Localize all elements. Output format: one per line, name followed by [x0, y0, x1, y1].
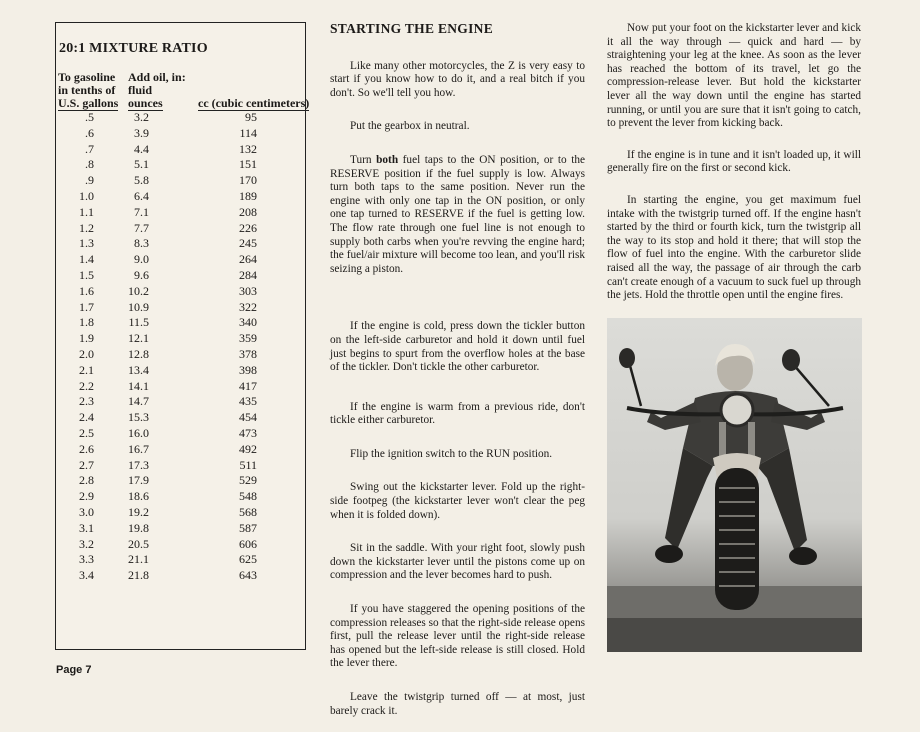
ounces-cell: 19.2	[128, 504, 149, 519]
cc-cell: 417	[239, 378, 257, 393]
gallons-cell: 1.1	[79, 204, 94, 219]
gallons-cell: 2.9	[79, 489, 94, 504]
table-row	[56, 379, 305, 395]
cc-cell: 340	[239, 315, 257, 330]
table-row	[56, 394, 305, 410]
gallons-cell: 2.4	[79, 410, 94, 425]
page-number: Page 7	[56, 664, 92, 676]
ounces-cell: 15.3	[128, 410, 149, 425]
cc-cell: 378	[239, 346, 257, 361]
ounces-cell: 10.2	[128, 283, 149, 298]
ounces-cell: 14.7	[128, 394, 149, 409]
ounces-cell: 11.5	[128, 315, 149, 330]
ounces-cell: 4.4	[134, 141, 149, 156]
table-row	[56, 268, 305, 284]
gallons-cell: 1.5	[79, 267, 94, 282]
cc-cell: 492	[239, 441, 257, 456]
table-row	[56, 221, 305, 237]
gallons-cell: 1.6	[79, 283, 94, 298]
ounces-cell: 9.0	[134, 252, 149, 267]
paragraph: Put the gearbox in neutral.	[350, 120, 470, 133]
table-row	[56, 410, 305, 426]
gallons-cell: 3.1	[79, 520, 94, 535]
table-row	[56, 189, 305, 205]
header-gasoline: To gasoline in tenths of U.S. gallons	[58, 70, 119, 110]
gallons-cell: 2.7	[79, 457, 94, 472]
table-row	[56, 521, 305, 537]
header-cc: cc (cubic centimeters)	[198, 96, 310, 110]
gallons-cell: .5	[85, 110, 94, 124]
cc-cell: 587	[239, 520, 257, 535]
table-row	[56, 489, 305, 505]
cc-cell: 435	[239, 394, 257, 409]
cc-cell: 264	[239, 252, 257, 267]
cc-cell: 226	[239, 220, 257, 235]
ounces-cell: 5.1	[134, 157, 149, 172]
table-row	[56, 363, 305, 379]
ounces-cell: 7.1	[134, 204, 149, 219]
gallons-cell: 1.2	[79, 220, 94, 235]
cc-cell: 208	[239, 204, 257, 219]
gallons-cell: 2.1	[79, 362, 94, 377]
right-column	[607, 22, 861, 317]
ounces-cell: 18.6	[128, 489, 149, 504]
mixture-rows	[56, 110, 305, 584]
table-row	[56, 331, 305, 347]
gallons-cell: .6	[85, 125, 94, 140]
cc-cell: 322	[239, 299, 257, 314]
paragraph: Like many other motorcycles, the Z is very easy to start if you know how to do it, and a real bitch if you don't. So we'll tell you how.	[330, 59, 585, 99]
table-row	[56, 252, 305, 268]
cc-cell: 511	[239, 457, 257, 472]
ounces-cell: 20.5	[128, 536, 149, 551]
gallons-cell: 1.8	[79, 315, 94, 330]
middle-column	[330, 22, 585, 732]
gallons-cell: 2.0	[79, 346, 94, 361]
ounces-cell: 17.3	[128, 457, 149, 472]
gallons-cell: 1.7	[79, 299, 94, 314]
table-row	[56, 552, 305, 568]
ounces-cell: 10.9	[128, 299, 149, 314]
table-row	[56, 426, 305, 442]
ounces-cell: 12.1	[128, 331, 149, 346]
gallons-cell: .9	[85, 173, 94, 188]
ounces-cell: 3.9	[134, 125, 149, 140]
ounces-cell: 8.3	[134, 236, 149, 251]
paragraph: Turn both fuel taps to the ON position, or to the RESERVE position if the fuel supply is low. Always turn both taps to the same position. Never run the engine with only one tap in the ON position, or only one tap turned to RESERVE if the fuel is getting low. The flow rate through one fuel line is not enough to supply both carbs when you're revving the engine hard; the fuel/air mixture will become too lean, and you'll risk seizing a piston.	[330, 153, 586, 275]
ounces-cell: 17.9	[128, 473, 149, 488]
gallons-cell: 1.4	[79, 252, 94, 267]
cc-cell: 170	[239, 173, 257, 188]
mixture-ratio-title: 20:1 MIXTURE RATIO	[59, 41, 208, 56]
paragraph: In starting the engine, you get maximum fuel intake with the twistgrip turned off. If the engine hasn't started by the third or fourth kick, turn the twistgrip all the way to its stop and hold it there; that will stop the flow of fuel into the engine. With the carburetor slide raised all the way, the passage of air through the carb can't create enough of a vacuum to suck fuel up through the jets. Hold the throttle open until the engine fires.	[607, 193, 861, 302]
cc-cell: 454	[239, 410, 257, 425]
gallons-cell: 1.3	[79, 236, 94, 251]
ounces-cell: 14.1	[128, 378, 149, 393]
gallons-cell: .7	[85, 141, 94, 156]
ounces-cell: 5.8	[134, 173, 149, 188]
table-row	[56, 505, 305, 521]
ounces-cell: 3.2	[134, 110, 149, 124]
ounces-cell: 16.7	[128, 441, 149, 456]
cc-cell: 245	[239, 236, 257, 251]
cc-cell: 398	[239, 362, 257, 377]
ounces-cell: 19.8	[128, 520, 149, 535]
motorcycle-rider-photo	[607, 318, 862, 652]
cc-cell: 359	[239, 331, 257, 346]
cc-cell: 114	[239, 125, 257, 140]
mixture-ratio-table	[55, 22, 310, 650]
table-row	[56, 236, 305, 252]
gallons-cell: 2.2	[79, 378, 94, 393]
table-row	[56, 173, 305, 189]
table-row	[56, 568, 305, 584]
cc-cell: 303	[239, 283, 257, 298]
paragraph: If the engine is in tune and it isn't loaded up, it will generally fire on the first or second kick.	[607, 148, 861, 175]
paragraph: Flip the ignition switch to the RUN position.	[350, 447, 553, 460]
table-row	[56, 126, 305, 142]
table-row	[56, 473, 305, 489]
table-row	[56, 458, 305, 474]
ounces-cell: 13.4	[128, 362, 149, 377]
table-row	[56, 537, 305, 553]
cc-cell: 95	[245, 110, 257, 124]
ounces-cell: 16.0	[128, 425, 149, 440]
section-title: STARTING THE ENGINE	[330, 21, 494, 36]
gallons-cell: 1.0	[79, 188, 94, 203]
gallons-cell: 2.3	[79, 394, 94, 409]
table-row	[56, 284, 305, 300]
motorcycle-rider-illustration	[607, 318, 862, 652]
paragraph: If the engine is warm from a previous ride, don't tickle either carburetor.	[330, 400, 585, 427]
table-row	[56, 442, 305, 458]
table-row	[56, 157, 305, 173]
gallons-cell: .8	[85, 157, 94, 172]
gallons-cell: 3.0	[79, 504, 94, 519]
gallons-cell: 2.6	[79, 441, 94, 456]
ounces-cell: 21.8	[128, 568, 149, 583]
cc-cell: 284	[239, 267, 257, 282]
paragraph: If you have staggered the opening positions of the compression releases so that the right-side release opens first, pull the release lever until the right-side release has opened but the left-side release is still closed. Hold the lever there.	[330, 603, 585, 670]
paragraph: Swing out the kickstarter lever. Fold up the right-side footpeg (the kickstarter lever won't clear the peg when it is folded down).	[330, 481, 585, 521]
paragraph: If the engine is cold, press down the tickler button on the left-side carburetor and hold it down until fuel just begins to spurt from the overflow holes at the base of the tickler. Don't tickle the other carburetor.	[330, 320, 585, 374]
table-row	[56, 315, 305, 331]
cc-cell: 606	[239, 536, 257, 551]
cc-cell: 568	[239, 504, 257, 519]
ounces-cell: 9.6	[134, 267, 149, 282]
paragraph: Sit in the saddle. With your right foot, slowly push down the kickstarter lever until the pistons come up on compression and the lever becomes hard to push.	[330, 542, 585, 582]
header-oil: Add oil, in: fluid ounces	[128, 70, 186, 110]
gallons-cell: 1.9	[79, 331, 94, 346]
cc-cell: 643	[239, 568, 257, 583]
cc-cell: 548	[239, 489, 257, 504]
gallons-cell: 2.5	[79, 425, 94, 440]
cc-cell: 529	[239, 473, 257, 488]
cc-cell: 473	[239, 425, 257, 440]
paragraph: Leave the twistgrip turned off — at most, just barely crack it.	[330, 691, 585, 717]
ounces-cell: 7.7	[134, 220, 149, 235]
table-row	[56, 110, 305, 126]
table-row	[56, 347, 305, 363]
ounces-cell: 6.4	[134, 188, 149, 203]
table-row	[56, 300, 305, 316]
cc-cell: 625	[239, 552, 257, 567]
cc-cell: 132	[239, 141, 257, 156]
ounces-cell: 12.8	[128, 346, 149, 361]
table-row	[56, 205, 305, 221]
cc-cell: 151	[239, 157, 257, 172]
gallons-cell: 2.8	[79, 473, 94, 488]
gallons-cell: 3.2	[79, 536, 94, 551]
table-row	[56, 142, 305, 158]
gallons-cell: 3.4	[79, 568, 94, 583]
cc-cell: 189	[239, 188, 257, 203]
paragraph: Now put your foot on the kickstarter lever and kick it all the way through — quick and hard — by straightening your leg at the knee. As soon as the lever has reached the bottom of its travel, let go the compression-release lever. But hold the kickstarter lever all the way down until the engine has started running, or until you are sure that it isn't going to catch, to prevent the lever from kicking back.	[607, 22, 861, 130]
gallons-cell: 3.3	[79, 552, 94, 567]
ounces-cell: 21.1	[128, 552, 149, 567]
